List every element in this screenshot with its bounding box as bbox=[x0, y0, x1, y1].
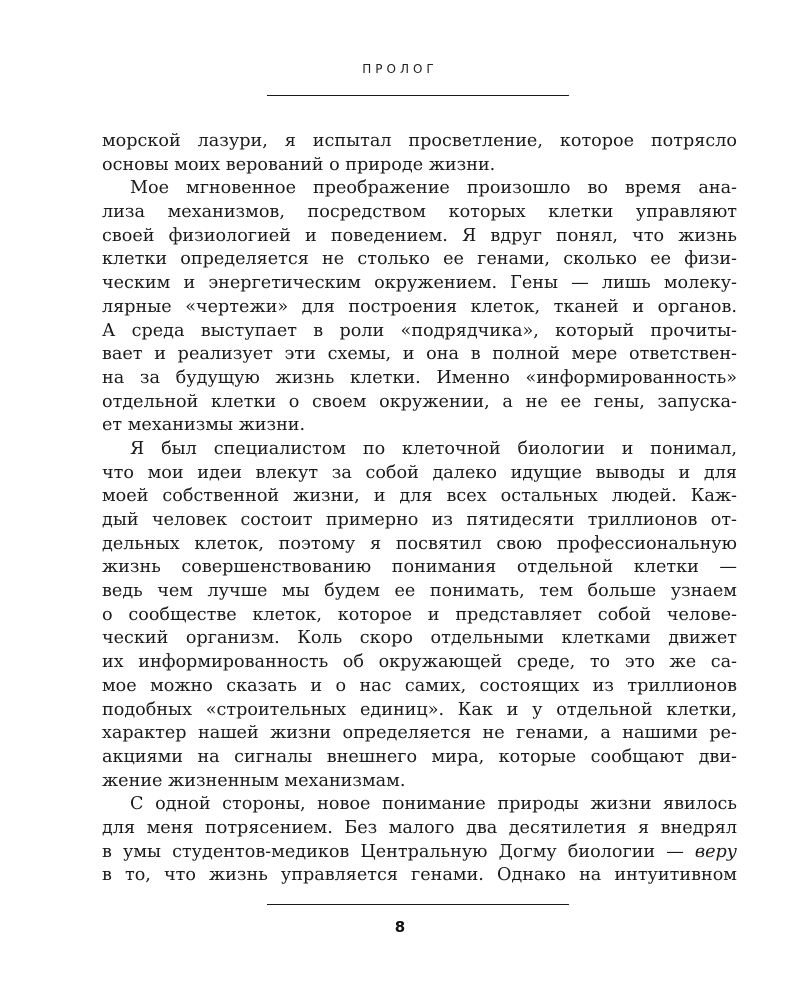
text-line: жение жизненным механизмам. bbox=[102, 770, 406, 791]
text-line: морской лазури, я испытал просветление, которое потрясло bbox=[102, 131, 737, 151]
text-line: что мои идеи влекут за собой далеко идущие выводы и для bbox=[102, 462, 737, 483]
text-line: своей физиологией и поведением. Я вдруг понял, что жизнь bbox=[102, 225, 737, 246]
text-line: моей собственной жизни, и для всех остальных людей. Каж- bbox=[102, 486, 737, 507]
footer-rule bbox=[267, 904, 569, 905]
header-rule bbox=[267, 95, 569, 96]
text-fragment: в умы студентов-медиков Центральную Догму биологии — bbox=[102, 841, 695, 862]
text-line: дый человек состоит примерно из пятидесяти триллионов от- bbox=[102, 510, 737, 530]
text-line: ческим и энергетическим окружением. Гены — лишь молеку- bbox=[102, 273, 737, 294]
body-text bbox=[102, 130, 737, 888]
text-line: С одной стороны, новое понимание природы жизни явилось bbox=[130, 794, 737, 815]
text-line: лярные «чертежи» для построения клеток, тканей и органов. bbox=[102, 296, 737, 317]
text-line: характер нашей жизни определяется не генами, а нашими ре- bbox=[102, 723, 737, 744]
text-line: их информированность об окружающей среде, то это же са- bbox=[102, 652, 737, 673]
text-line: Мое мгновенное преображение произошло во время ана- bbox=[130, 178, 737, 199]
text-line: о сообществе клеток, которое и представляет собой челове- bbox=[102, 604, 737, 625]
text-line: основы моих верований о природе жизни. bbox=[102, 154, 496, 175]
text-line: дельных клеток, поэтому я посвятил свою профессиональную bbox=[102, 533, 737, 554]
text-line: отдельной клетки о своем окружении, а не ее гены, запуска- bbox=[102, 391, 737, 412]
text-line: акциями на сигналы внешнего мира, которые сообщают дви- bbox=[102, 746, 737, 767]
text-line: на за будущую жизнь клетки. Именно «информированность» bbox=[102, 367, 737, 388]
text-line-with-emphasis bbox=[102, 841, 737, 865]
text-line: Я был специалистом по клеточной биологии и понимал, bbox=[130, 438, 737, 459]
text-line: вает и реализует эти схемы, и она в полной мере ответствен- bbox=[102, 344, 737, 365]
text-line: в то, что жизнь управляется генами. Однако на интуитивном bbox=[102, 865, 737, 886]
page-number: 8 bbox=[394, 918, 406, 936]
text-line: мое можно сказать и о нас самих, состоящих из триллионов bbox=[102, 675, 737, 696]
text-line: ческий организм. Коль скоро отдельными клетками движет bbox=[102, 628, 737, 649]
running-head: ПРОЛОГ bbox=[362, 62, 438, 76]
text-line: жизнь совершенствованию понимания отдельной клетки — bbox=[102, 557, 737, 578]
text-line: для меня потрясением. Без малого два десятилетия я внедрял bbox=[102, 817, 737, 838]
emphasis-word: веру bbox=[694, 841, 737, 862]
text-line: ведь чем лучше мы будем ее понимать, тем больше узнаем bbox=[102, 581, 737, 602]
text-line: А среда выступает в роли «подрядчика», который прочиты- bbox=[102, 320, 737, 341]
text-line: лиза механизмов, посредством которых клетки управляют bbox=[102, 202, 737, 223]
text-line: подобных «строительных единиц». Как и у отдельной клетки, bbox=[102, 699, 737, 720]
text-line: ет механизмы жизни. bbox=[102, 415, 306, 436]
text-line: клетки определяется не столько ее генами, сколько ее физи- bbox=[102, 249, 737, 270]
